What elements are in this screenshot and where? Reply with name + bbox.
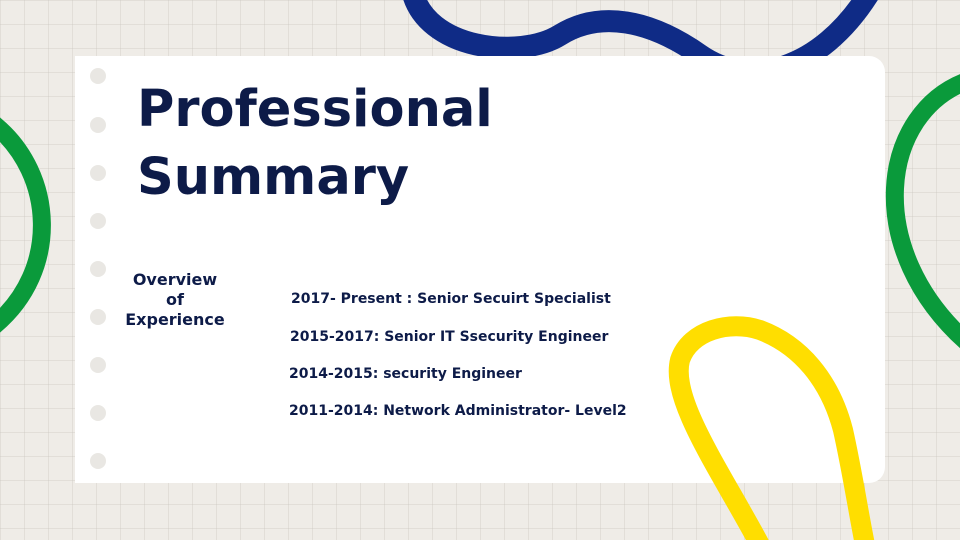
overview-label: [120, 270, 230, 330]
punch-hole: [90, 165, 106, 181]
experience-item-3: 2014-2015: security Engineer: [289, 366, 522, 382]
page-title: [137, 76, 557, 212]
punch-hole: [90, 68, 106, 84]
green-curve-left-shape: [0, 125, 42, 325]
punch-hole: [90, 261, 106, 277]
overview-line-1: Overview: [132, 270, 218, 289]
title-line-1: Professional: [137, 80, 493, 139]
punch-hole: [90, 213, 106, 229]
punch-hole: [90, 453, 106, 469]
overview-line-3: Experience: [125, 310, 225, 329]
punch-hole: [90, 309, 106, 325]
punch-hole: [90, 405, 106, 421]
punch-hole: [90, 117, 106, 133]
overview-line-2: of: [166, 290, 184, 309]
experience-item-4: 2011-2014: Network Administrator- Level2: [289, 403, 627, 419]
experience-item-1: 2017- Present : Senior Secuirt Specialist: [291, 291, 611, 307]
experience-item-2: 2015-2017: Senior IT Ssecurity Engineer: [290, 329, 609, 345]
title-line-2: Summary: [137, 148, 410, 207]
punch-hole: [90, 357, 106, 373]
green-curve-right-shape: [895, 80, 960, 345]
